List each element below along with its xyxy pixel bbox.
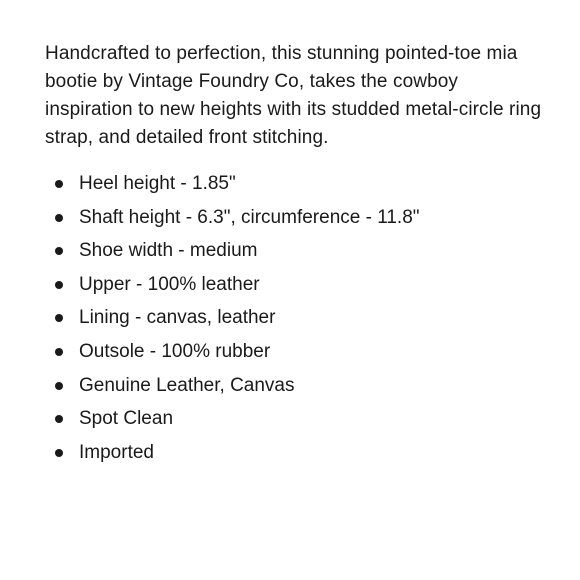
- bullet-icon: [55, 180, 63, 188]
- feature-item: [49, 268, 420, 302]
- feature-item: [49, 335, 420, 369]
- feature-item: [49, 369, 420, 403]
- product-description: Handcrafted to perfection, this stunning pointed-toe mia bootie by Vintage Foundry Co, takes the cowboy inspiration to new heights with its studded metal-circle ring strap, and detailed front stitching.: [45, 43, 542, 148]
- feature-text: Shaft height - 6.3", circumference - 11.8": [79, 206, 420, 228]
- bullet-icon: [55, 281, 63, 289]
- bullet-icon: [55, 214, 63, 222]
- bullet-icon: [55, 415, 63, 423]
- feature-text: Shoe width - medium: [79, 240, 258, 262]
- feature-text: Genuine Leather, Canvas: [79, 374, 295, 396]
- feature-item: [49, 436, 420, 470]
- feature-list: [49, 167, 420, 469]
- feature-item: [49, 201, 420, 235]
- bullet-icon: [55, 247, 63, 255]
- bullet-icon: [55, 348, 63, 356]
- feature-item: [49, 402, 420, 436]
- bullet-icon: [55, 382, 63, 390]
- feature-text: Upper - 100% leather: [79, 273, 260, 295]
- feature-text: Imported: [79, 441, 154, 463]
- feature-item: [49, 301, 420, 335]
- feature-text: Outsole - 100% rubber: [79, 340, 271, 362]
- feature-text: Heel height - 1.85": [79, 173, 236, 194]
- bullet-icon: [55, 449, 63, 457]
- feature-item: [49, 167, 420, 201]
- feature-item: [49, 234, 420, 268]
- feature-text: Lining - canvas, leather: [79, 307, 276, 329]
- bullet-icon: [55, 314, 63, 322]
- feature-text: Spot Clean: [79, 408, 174, 430]
